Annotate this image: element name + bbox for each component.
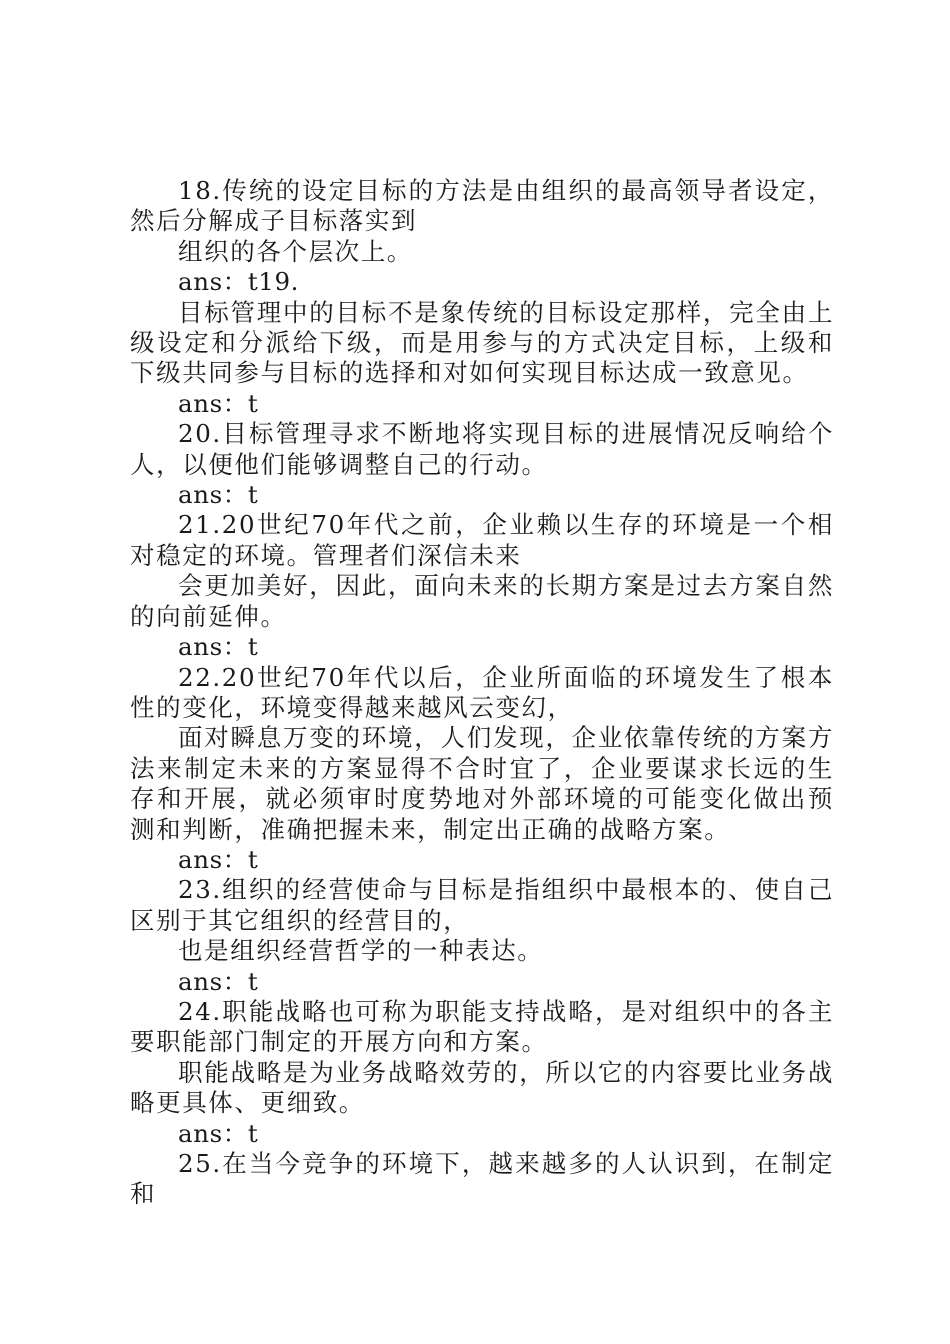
answer-line: ans：t: [178, 480, 259, 510]
answer-line: ans：t19.: [178, 267, 300, 297]
paragraph-19: 目标管理中的目标不是象传统的目标设定那样，完全由上级设定和分派给下级，而是用参与的方式决定目标，上级和下级共同参与目标的选择和对如何实现目标达成一致意见。: [130, 297, 834, 388]
paragraph-21: 21.20世纪70年代之前，企业赖以生存的环境是一个相对稳定的环境。管理者们深信未来: [130, 510, 834, 570]
answer-line: ans：t: [178, 388, 259, 418]
answer-line: ans：t: [178, 844, 259, 874]
answer-line: ans：t: [178, 966, 259, 996]
paragraph-22-cont: 面对瞬息万变的环境，人们发现，企业依靠传统的方案方法来制定未来的方案显得不合时宜了，企业要谋求长远的生存和开展，就必须审时度势地对外部环境的可能变化做出预测和判断，准确把握未来，制定出正确的战略方案。: [130, 723, 834, 844]
paragraph-24-cont: 职能战略是为业务战略效劳的，所以它的内容要比业务战略更具体、更细致。: [130, 1057, 834, 1118]
paragraph-20: 20.目标管理寻求不断地将实现目标的进展情况反响给个人，以便他们能够调整自己的行动。: [130, 419, 834, 479]
paragraph-18-cont: 组织的各个层次上。: [178, 236, 413, 266]
paragraph-24: 24.职能战略也可称为职能支持战略，是对组织中的各主要职能部门制定的开展方向和方案。: [130, 996, 834, 1057]
paragraph-21-cont: 会更加美好，因此，面向未来的长期方案是过去方案自然的向前延伸。: [130, 571, 834, 631]
paragraph-25: 25.在当今竞争的环境下，越来越多的人认识到，在制定和: [130, 1149, 834, 1209]
answer-line: ans：t: [178, 632, 259, 662]
paragraph-23: 23.组织的经营使命与目标是指组织中最根本的、使自己区别于其它组织的经营目的，: [130, 875, 834, 935]
paragraph-23-cont: 也是组织经营哲学的一种表达。: [178, 936, 544, 966]
paragraph-22: 22.20世纪70年代以后，企业所面临的环境发生了根本性的变化，环境变得越来越风云变幻，: [130, 662, 834, 722]
answer-line: ans：t: [178, 1118, 259, 1148]
document-body: [130, 176, 834, 1210]
paragraph-18: 18.传统的设定目标的方法是由组织的最高领导者设定，然后分解成子目标落实到: [130, 176, 834, 236]
